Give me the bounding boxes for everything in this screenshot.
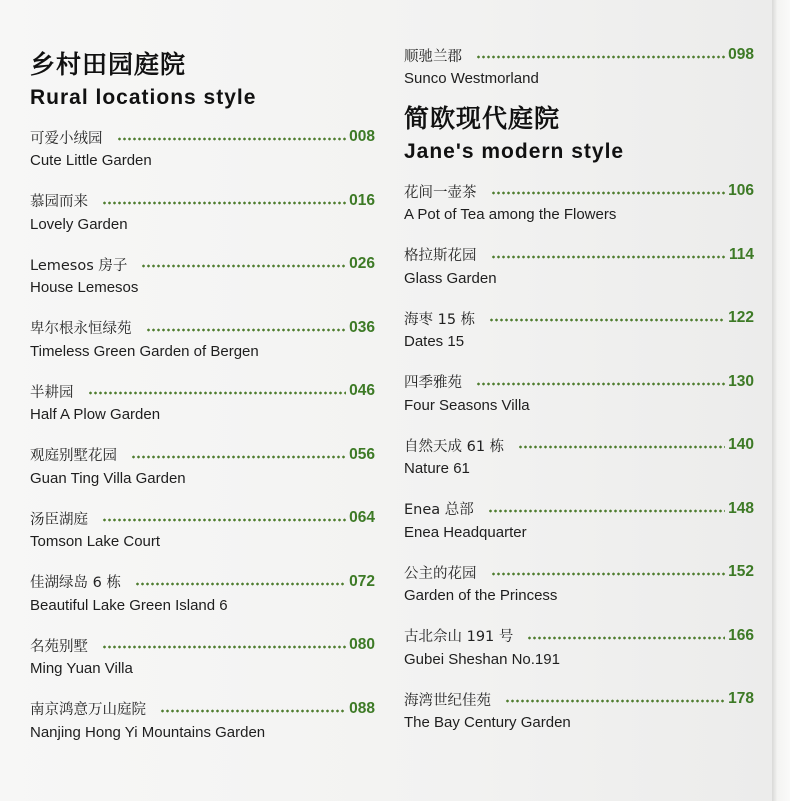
page-number: 016 (349, 191, 375, 209)
toc-entry[interactable] (404, 369, 754, 433)
dot-leader (491, 191, 726, 195)
toc-entry-row (30, 378, 375, 404)
entry-title-en: A Pot of Tea among the Flowers (404, 206, 617, 223)
page-number: 114 (728, 245, 754, 263)
dot-leader (135, 582, 346, 586)
entry-title-cn: 海枣 15 栋 (404, 311, 476, 328)
entry-title-cn: 名苑别墅 (30, 638, 88, 655)
entry-title-en: Tomson Lake Court (30, 533, 161, 550)
dot-leader (488, 509, 725, 513)
dot-leader (160, 709, 346, 713)
entry-title-en: House Lemesos (30, 279, 139, 296)
entry-title-cn: 花间一壶茶 (404, 184, 477, 201)
page-number: 080 (349, 636, 375, 653)
entry-title-cn: 慕园而来 (30, 194, 88, 210)
dot-leader (489, 318, 725, 322)
toc-entry[interactable] (30, 442, 375, 506)
entry-title-en: Nature 61 (404, 460, 470, 477)
entry-title-cn: 古北佘山 191 号 (404, 629, 514, 645)
page-number: 152 (728, 563, 754, 580)
dot-leader (141, 264, 346, 268)
entry-title-en: Enea Headquarter (404, 523, 527, 541)
page-number: 088 (349, 699, 375, 717)
entry-title-cn: 佳湖绿岛 6 栋 (30, 575, 121, 591)
toc-entry-row (404, 369, 754, 395)
section-title-cn: 简欧现代庭院 (404, 104, 561, 133)
entry-title-cn: Lemesos 房子 (30, 257, 128, 274)
entry-title-cn: 南京鸿意万山庭院 (30, 702, 146, 718)
entry-title-en: Lovely Garden (30, 215, 128, 233)
toc-entry-row (30, 696, 375, 722)
toc-entry[interactable] (404, 496, 754, 560)
toc-entry[interactable] (404, 305, 754, 369)
dot-leader (102, 518, 346, 522)
toc-entry[interactable] (30, 569, 375, 633)
page-number: 106 (728, 182, 754, 199)
dot-leader (102, 201, 346, 205)
section-title-en: Jane's modern style (404, 140, 625, 163)
toc-entry[interactable] (30, 315, 375, 379)
section-title-en: Rural locations style (30, 86, 257, 109)
page-number: 026 (349, 255, 375, 272)
page-number: 130 (728, 372, 754, 390)
toc-entry-row (30, 632, 375, 658)
dot-leader (476, 382, 725, 386)
entry-title-cn: 观庭别墅花园 (30, 448, 117, 464)
entry-title-en: Nanjing Hong Yi Mountains Garden (30, 723, 266, 741)
toc-entry[interactable] (404, 686, 754, 750)
toc-entry[interactable] (30, 188, 375, 252)
toc-entry-row (404, 42, 754, 68)
toc-entry-row (404, 178, 754, 204)
entry-title-en: Guan Ting Villa Garden (30, 469, 186, 487)
toc-list-left (30, 124, 375, 759)
toc-entry-row (30, 569, 375, 595)
toc-entry[interactable] (404, 42, 754, 102)
entry-title-cn: 汤臣湖庭 (30, 511, 88, 528)
entry-title-en: Glass Garden (404, 269, 497, 287)
section-title-cn: 乡村田园庭院 (30, 50, 187, 79)
entry-title-cn: 公主的花园 (404, 565, 477, 582)
toc-entry-row (30, 442, 375, 468)
toc-entry-row (404, 242, 754, 268)
entry-title-en: Cute Little Garden (30, 152, 152, 169)
entry-title-cn: 半耕园 (30, 384, 74, 401)
left-column (30, 48, 375, 759)
entry-title-en: Garden of the Princess (404, 587, 558, 604)
toc-entry[interactable] (30, 696, 375, 760)
toc-entry[interactable] (404, 559, 754, 623)
page-number: 036 (349, 318, 375, 336)
entry-title-cn: 格拉斯花园 (404, 248, 477, 264)
toc-entry[interactable] (404, 178, 754, 242)
dot-leader (518, 445, 725, 449)
toc-entry-row (404, 432, 754, 458)
page-number: 008 (349, 128, 375, 145)
toc-entry[interactable] (30, 124, 375, 188)
toc-entry[interactable] (404, 623, 754, 687)
page-number: 166 (728, 626, 754, 644)
toc-entry-row (30, 251, 375, 277)
toc-entry[interactable] (30, 378, 375, 442)
page-number: 064 (349, 509, 375, 526)
page-edge (772, 0, 790, 801)
entry-title-en: Ming Yuan Villa (30, 660, 133, 677)
dot-leader (117, 137, 347, 141)
toc-entry[interactable] (30, 251, 375, 315)
dot-leader (491, 255, 726, 259)
dot-leader (146, 328, 347, 332)
entry-title-cn: 自然天成 61 栋 (404, 438, 505, 455)
entry-title-en: Timeless Green Garden of Bergen (30, 342, 259, 360)
entry-title-cn: 顺驰兰郡 (404, 48, 462, 65)
entry-title-cn: 四季雅苑 (404, 375, 462, 391)
entry-title-cn: 海湾世纪佳苑 (404, 692, 491, 709)
toc-entry-row (30, 505, 375, 531)
toc-entry[interactable] (404, 242, 754, 306)
page-number: 098 (728, 46, 754, 63)
toc-entry-row (404, 496, 754, 522)
entry-title-cn: Enea 总部 (404, 502, 474, 518)
page-number: 178 (728, 690, 754, 707)
dot-leader (88, 391, 347, 395)
dot-leader (491, 572, 726, 576)
entry-title-en: Sunco Westmorland (404, 70, 539, 87)
toc-list-right (404, 178, 754, 750)
toc-entry[interactable] (30, 505, 375, 569)
entry-title-en: Half A Plow Garden (30, 406, 161, 423)
entry-title-en: Gubei Sheshan No.191 (404, 650, 560, 668)
dot-leader (505, 699, 725, 703)
dot-leader (527, 636, 725, 640)
toc-entry-row (30, 124, 375, 150)
toc-entry[interactable] (404, 432, 754, 496)
page-number: 072 (349, 572, 375, 590)
page-number: 122 (728, 309, 754, 326)
entry-title-cn: 卑尔根永恒绿苑 (30, 321, 132, 337)
page-number: 046 (349, 382, 375, 399)
toc-entry-row (404, 686, 754, 712)
toc-entry-row (404, 559, 754, 585)
dot-leader (476, 55, 725, 59)
right-column (404, 42, 754, 750)
entry-title-en: Beautiful Lake Green Island 6 (30, 596, 228, 614)
dot-leader (102, 645, 346, 649)
toc-entry-row (404, 305, 754, 331)
page-number: 148 (728, 499, 754, 517)
entry-title-en: Dates 15 (404, 333, 465, 350)
toc-entry-row (404, 623, 754, 649)
entry-title-en: Four Seasons Villa (404, 396, 530, 414)
entry-title-cn: 可爱小绒园 (30, 130, 103, 147)
toc-entry-row (30, 188, 375, 214)
page-number: 140 (728, 436, 754, 453)
entry-title-en: The Bay Century Garden (404, 714, 571, 731)
toc-entry[interactable] (30, 632, 375, 696)
toc-entry-row (30, 315, 375, 341)
dot-leader (131, 455, 346, 459)
page-number: 056 (349, 445, 375, 463)
